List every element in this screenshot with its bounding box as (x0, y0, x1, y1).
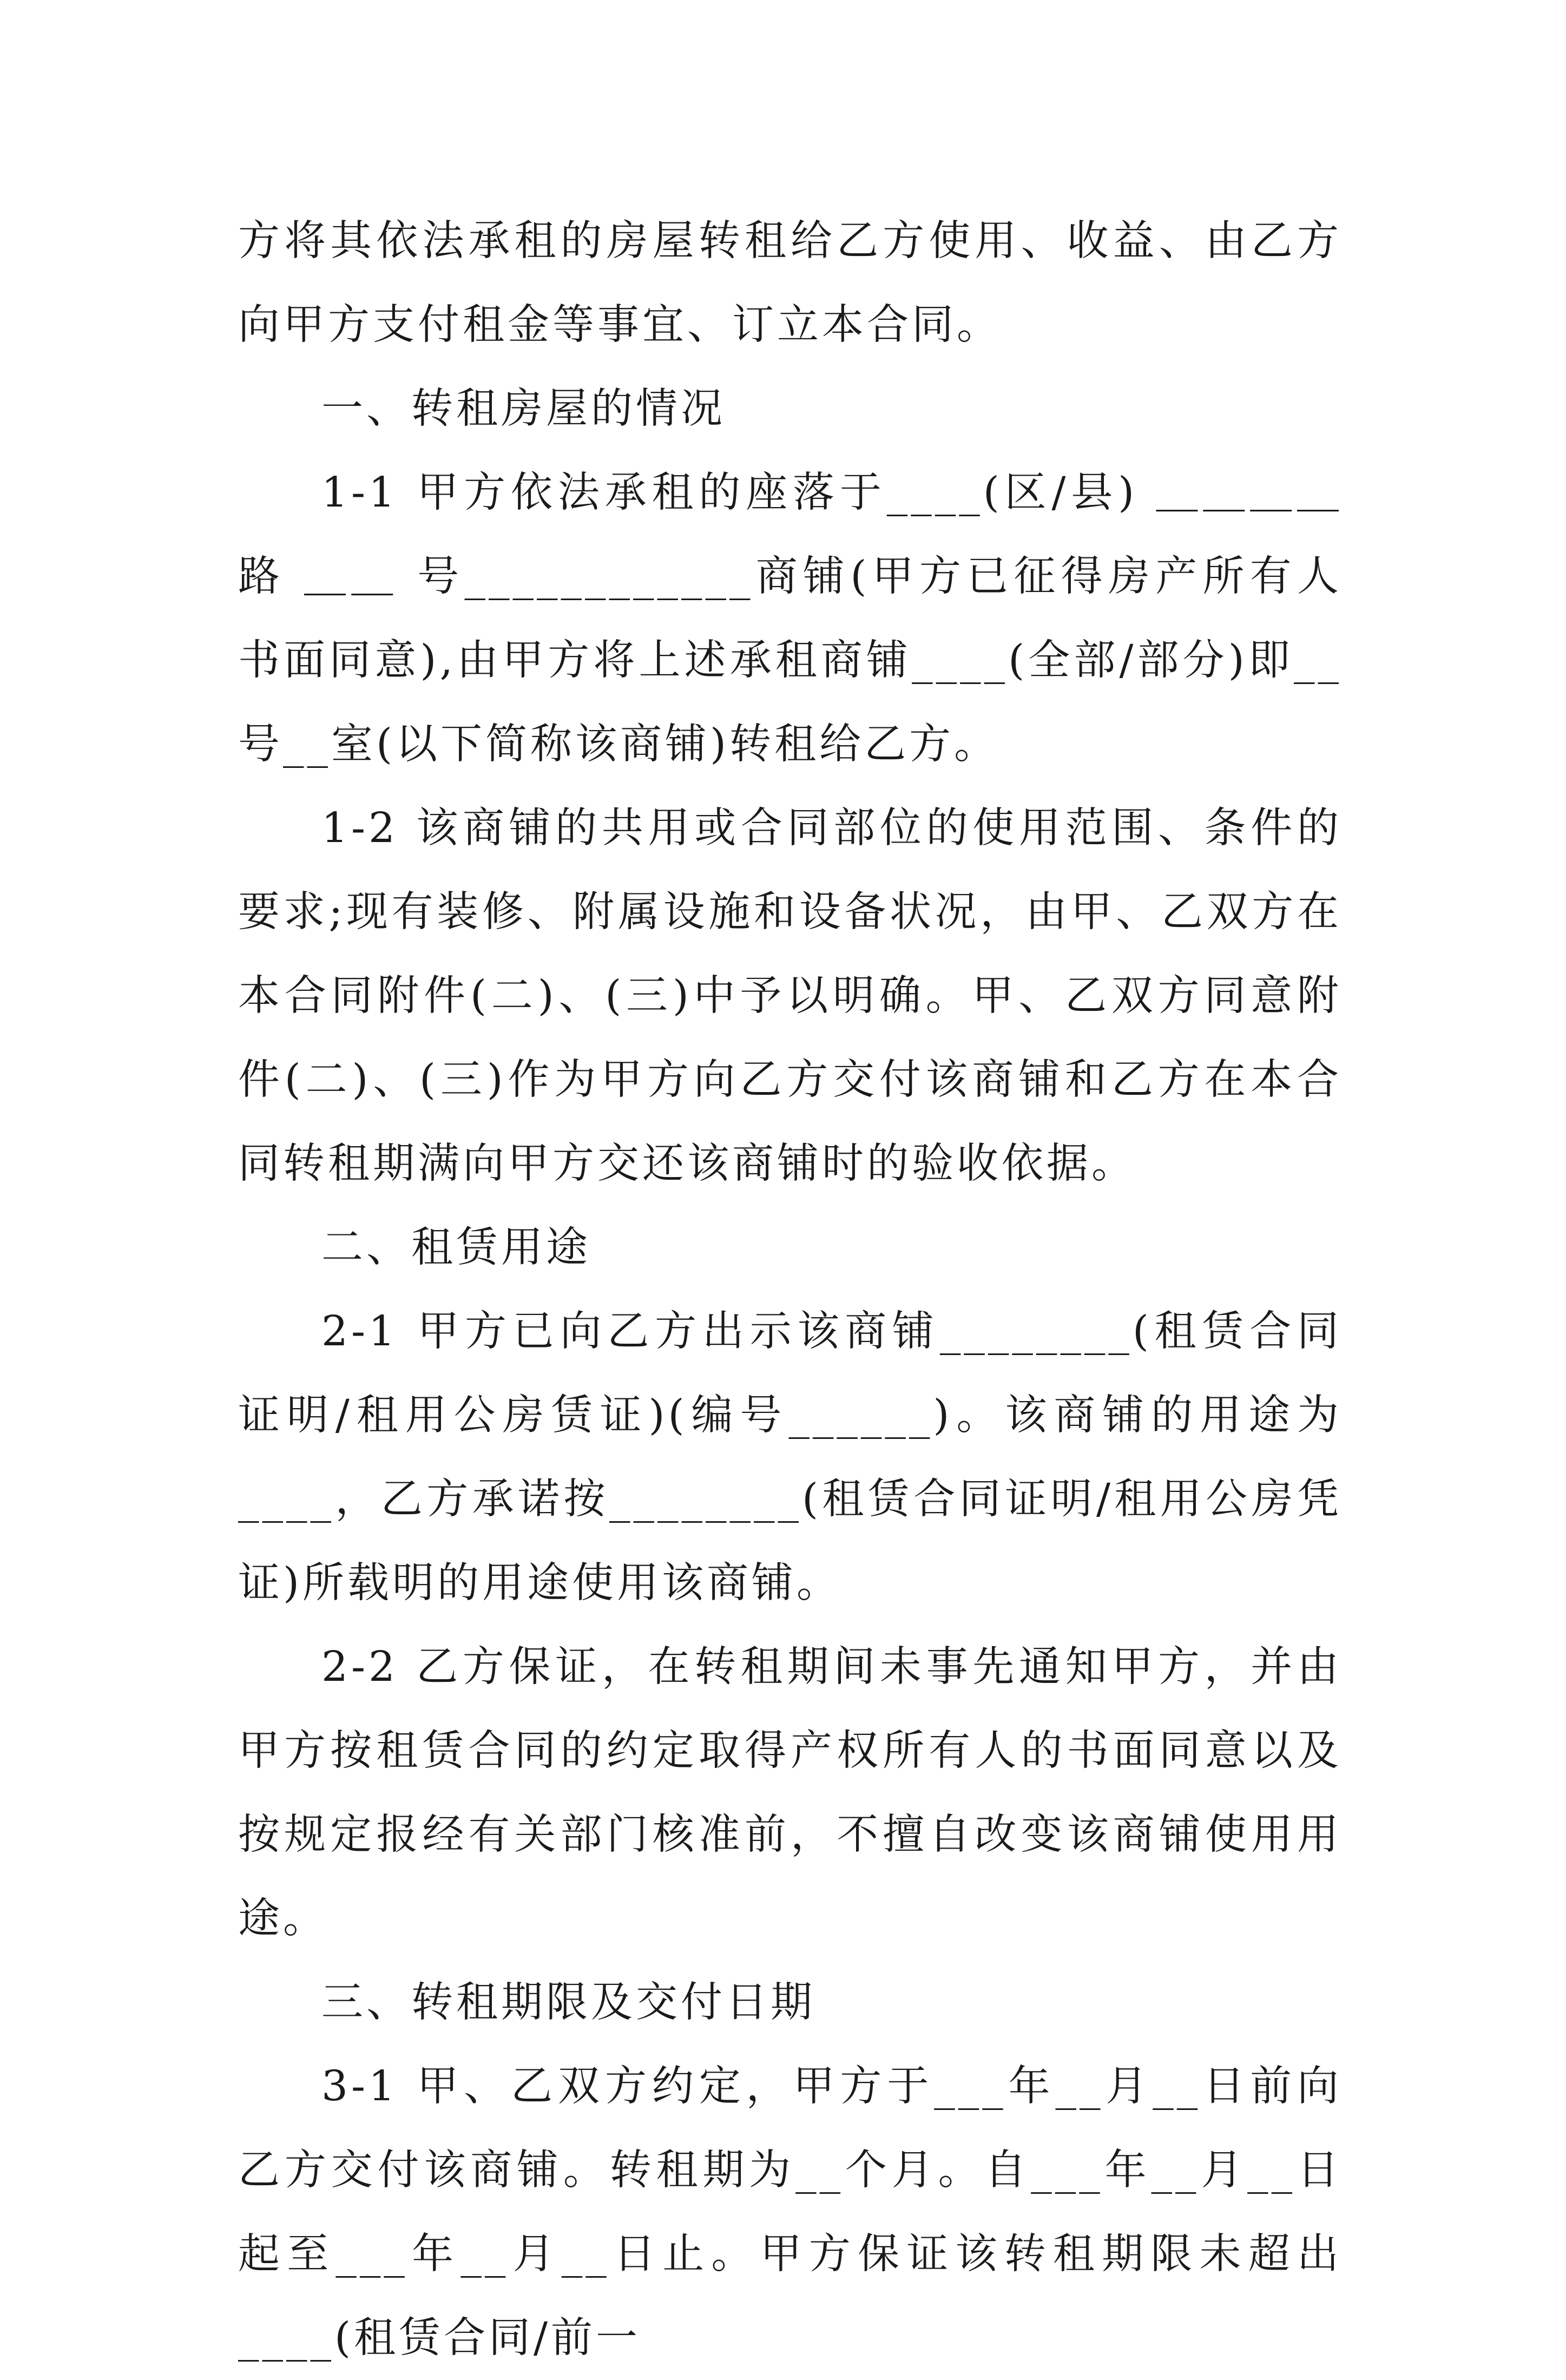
clause-3-1: 3-1 甲、乙双方约定，甲方于___年__月__日前向乙方交付该商铺。转租期为__个月。自___年__月__日起至___年__月__日止。甲方保证该转租期限未超出____(租赁合同/前一 (238, 2062, 1342, 2362)
clause-2-1: 2-1 甲方已向乙方出示该商铺________(租赁合同证明/租用公房赁证)(编号______)。该商铺的用途为____，乙方承诺按________(租赁合同证明/租用公房凭证)所载明的用途使用该商铺。 (238, 1307, 1342, 1607)
section-heading-3: 三、转租期限及交付日期 (321, 1978, 815, 2027)
document-body (238, 199, 1359, 2380)
clause-1-1: 1-1 甲方依法承租的座落于____(区/县) ＿＿＿＿ 路 ＿＿ 号____________商铺(甲方已征得房产所有人书面同意),由甲方将上述承租商铺____(全部/部分)即__号__室(以下简称该商铺)转租给乙方。 (238, 469, 1359, 768)
paragraph-1: 方将其依法承租的房屋转租给乙方使用、收益、由乙方向甲方支付租金等事宜、订立本合同。 (238, 217, 1342, 349)
clause-1-2: 1-2 该商铺的共用或合同部位的使用范围、条件的要求;现有装修、附属设施和设备状况，由甲、乙双方在本合同附件(二)、(三)中予以明确。甲、乙双方同意附件(二)、(三)作为甲方向乙方交付该商铺和乙方在本合同转租期满向甲方交还该商铺时的验收依据。 (238, 804, 1342, 1188)
section-heading-1: 一、转租房屋的情况 (321, 385, 726, 433)
clause-2-2: 2-2 乙方保证，在转租期间未事先通知甲方，并由甲方按租赁合同的约定取得产权所有人的书面同意以及按规定报经有关部门核准前，不擅自改变该商铺使用用途。 (238, 1643, 1342, 1943)
section-heading-2: 二、租赁用途 (321, 1224, 591, 1272)
